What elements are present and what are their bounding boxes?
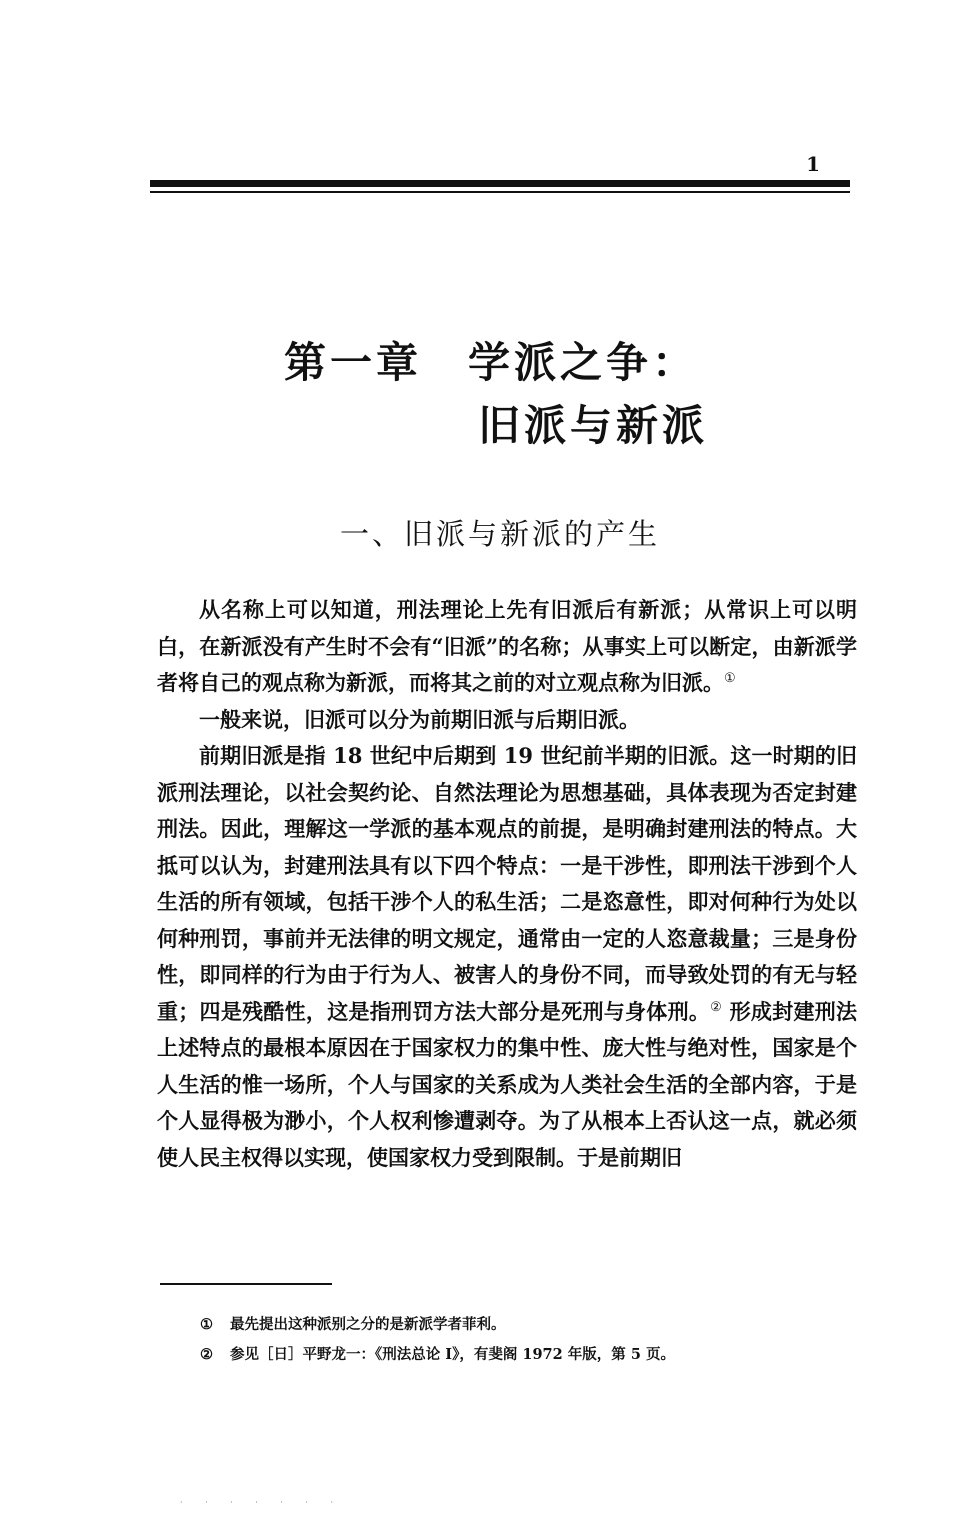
page-number: 1 xyxy=(806,152,820,176)
paragraph xyxy=(157,702,857,739)
paragraph-text: 一般来说，旧派可以分为前期旧派与后期旧派。 xyxy=(199,706,640,732)
footnote-marker: ① xyxy=(200,1316,213,1333)
footnotes xyxy=(200,1310,675,1370)
footnote-text: 参见［日］平野龙一：《刑法总论 I》，有斐阁 1972 年版，第 5 页。 xyxy=(230,1346,675,1363)
header-rule-thin xyxy=(150,191,850,193)
paragraph-text: 前期旧派是指 18 世纪中后期到 19 世纪前半期的旧派。这一时期的旧派刑法理论，以社会契约论、自然法理论为思想基础，具体表现为否定封建刑法。因此，理解这一学派的基本观点的前提，是明确封建刑法的特点。大抵可以认为，封建刑法具有以下四个特点：一是干涉性，即刑法干涉到个人生活的所有领域，包括干涉个人的私生活；二是恣意性，即对何种行为处以何种刑罚，事前并无法律的明文规定，通常由一定的人恣意裁量；三是身份性，即同样的行为由于行为人、被害人的身份不同，而导致处罚的有无与轻重；四是残酷性，这是指刑罚方法大部分是死刑与身体刑。 xyxy=(157,743,857,1024)
footnote-ref: ① xyxy=(724,671,736,686)
paragraph-text: 从名称上可以知道，刑法理论上先有旧派后有新派；从常识上可以明白，在新派没有产生时不会有“旧派”的名称；从事实上可以断定，由新派学者将自己的观点称为新派，而将其之前的对立观点称为旧派。 xyxy=(157,597,857,695)
section-heading: 一、旧派与新派的产生 xyxy=(340,517,661,551)
chapter-title-line2: 旧派与新派 xyxy=(478,401,709,450)
scan-specks: · · · · · · · xyxy=(180,1498,344,1507)
footnote xyxy=(200,1340,675,1370)
paragraph xyxy=(157,592,857,702)
footnote-ref: ② xyxy=(710,999,723,1015)
body-text xyxy=(157,592,857,1176)
footnote-marker: ② xyxy=(200,1346,213,1363)
footnote-text: 最先提出这种派别之分的是新派学者菲利。 xyxy=(230,1316,506,1333)
header-rule-thick xyxy=(150,180,850,187)
chapter-title-line1: 第一章 学派之争： xyxy=(284,338,699,387)
paragraph-text-tail: 形成封建刑法上述特点的最根本原因在于国家权力的集中性、庞大性与绝对性，国家是个人生活的惟一场所，个人与国家的关系成为人类社会生活的全部内容，于是个人显得极为渺小，个人权利惨遭剥夺。为了从根本上否认这一点，就必须使人民主权得以实现，使国家权力受到限制。于是前期旧 xyxy=(157,998,858,1170)
footnote xyxy=(200,1310,675,1340)
footnote-rule xyxy=(160,1283,332,1285)
paragraph xyxy=(157,738,857,1176)
